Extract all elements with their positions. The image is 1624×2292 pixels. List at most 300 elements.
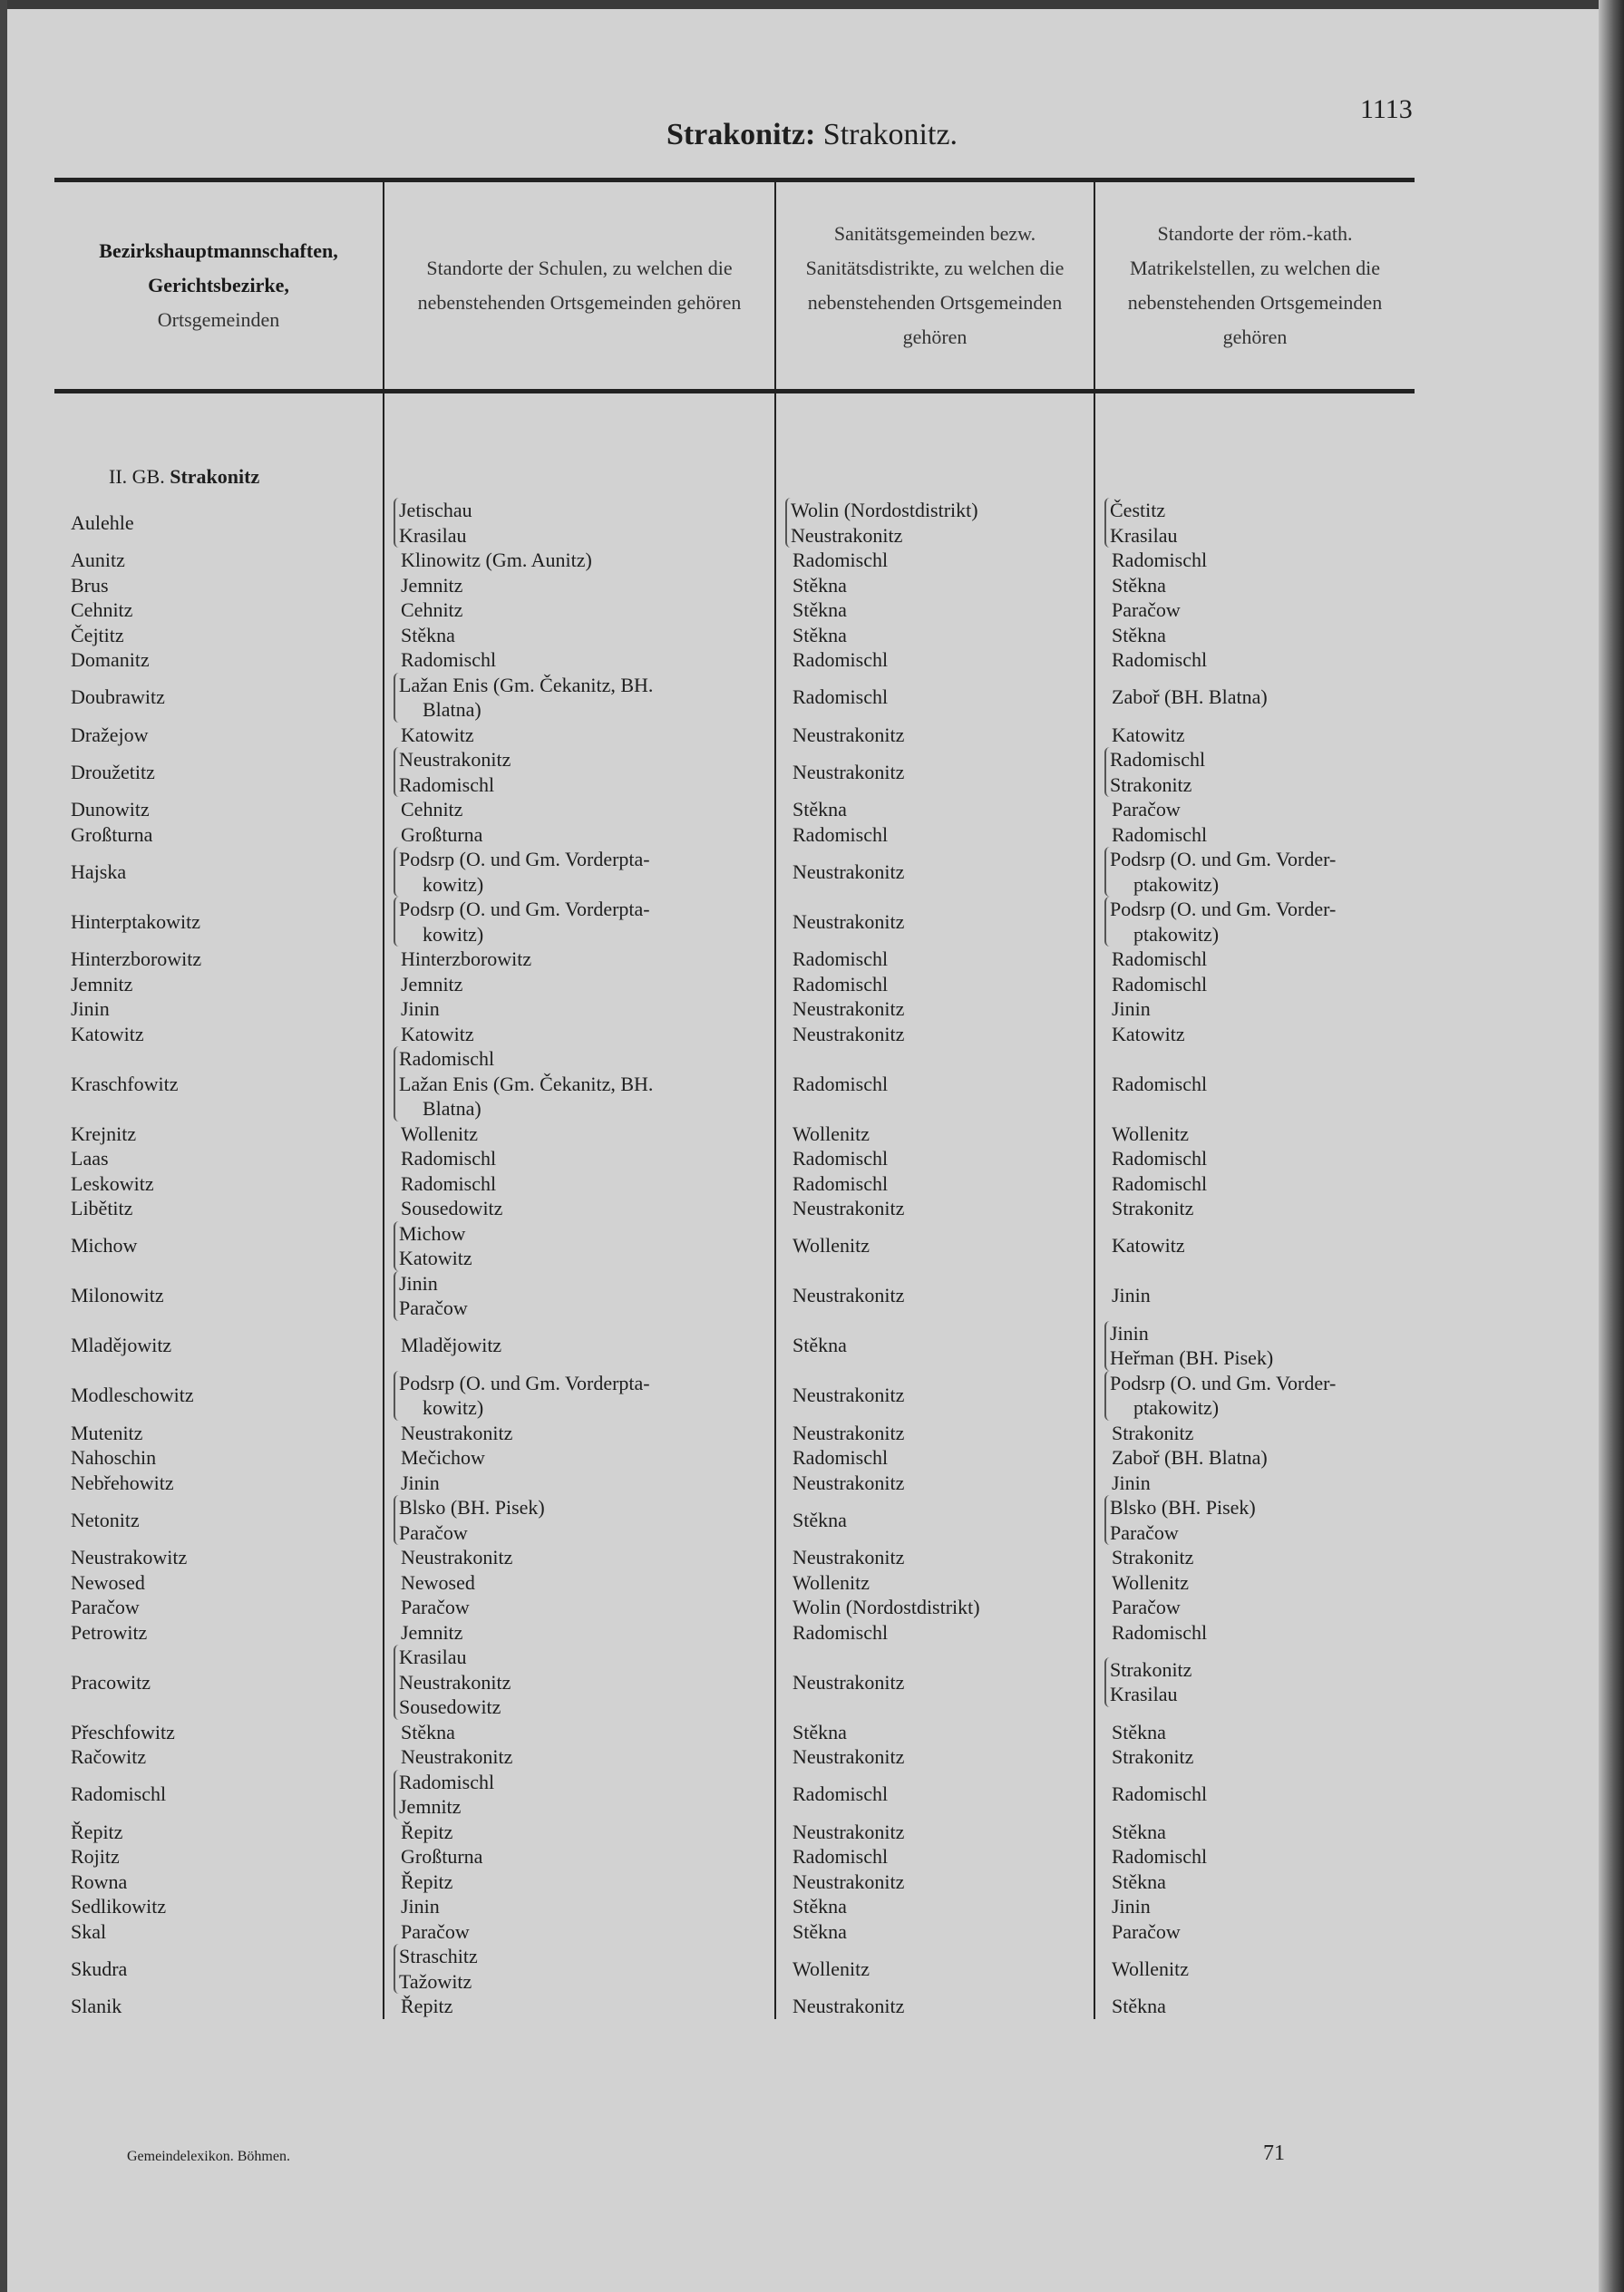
sanit-cell — [775, 1820, 1094, 1845]
matrikel-cell — [1094, 897, 1415, 947]
matrikel-entry: Podsrp (O. und Gm. Vorder- — [1110, 848, 1337, 870]
sanit-entry: Stěkna — [793, 1895, 847, 1918]
municipality-name: Račowitz — [54, 1744, 384, 1770]
scan-edge-right — [1599, 0, 1624, 2292]
municipality-name: Neustrakowitz — [54, 1545, 384, 1570]
school-entry: Sousedowitz — [399, 1695, 501, 1718]
matrikel-entry: Strakonitz — [1112, 1197, 1194, 1219]
table-row — [54, 623, 1415, 648]
sanit-entry: Stěkna — [793, 798, 847, 821]
sanit-lines — [793, 996, 904, 1022]
header-col1-line1: Bezirkshauptmannschaften, — [99, 239, 338, 262]
section-empty — [775, 392, 1094, 499]
matrikel-cell — [1094, 647, 1415, 673]
sanit-lines — [793, 1820, 904, 1845]
sanit-lines — [793, 1445, 888, 1471]
matrikel-cell — [1094, 972, 1415, 997]
school-entry: Radomischl — [401, 648, 497, 671]
school-entry: Großturna — [401, 1845, 483, 1868]
school-entry: kowitz) — [423, 922, 484, 946]
sanit-cell — [775, 1894, 1094, 1919]
matrikel-cell — [1094, 597, 1415, 623]
school-entry: Jemnitz — [401, 972, 463, 995]
table-row — [54, 673, 1415, 723]
matrikel-lines — [1112, 1471, 1151, 1496]
sanit-entry: Neustrakonitz — [793, 909, 905, 933]
school-entry: Radomischl — [399, 772, 495, 796]
school-lines — [401, 597, 462, 623]
school-lines — [401, 1870, 452, 1895]
matrikel-lines — [1112, 723, 1185, 748]
school-lines — [401, 972, 462, 997]
matrikel-cell — [1094, 1371, 1415, 1421]
matrikel-entry: Strakonitz — [1112, 1421, 1194, 1444]
school-cell — [384, 1870, 775, 1895]
matrikel-cell — [1094, 1870, 1415, 1895]
sanit-cell — [775, 797, 1094, 822]
sanit-lines — [793, 1670, 904, 1695]
matrikel-lines — [1112, 1820, 1166, 1845]
school-cell — [384, 597, 775, 623]
sanit-cell — [775, 1495, 1094, 1545]
sanit-entry: Neustrakonitz — [793, 1670, 905, 1694]
school-entry: Jinin — [401, 1471, 440, 1494]
sanit-lines — [793, 723, 904, 748]
sanit-lines — [793, 1072, 888, 1097]
school-lines — [401, 1545, 512, 1570]
matrikel-lines — [1112, 822, 1207, 848]
matrikel-entry: Paračow — [1110, 1520, 1179, 1544]
sanit-cell — [775, 1645, 1094, 1720]
sanit-cell — [775, 1421, 1094, 1446]
school-cell — [384, 573, 775, 598]
school-entry: Paračow — [399, 1297, 468, 1319]
school-lines — [401, 573, 462, 598]
school-entry: Stěkna — [401, 623, 455, 646]
municipality-name: Kraschfowitz — [54, 1046, 384, 1122]
school-lines — [394, 1221, 472, 1271]
sanit-lines — [793, 1570, 870, 1596]
matrikel-lines — [1104, 1495, 1256, 1545]
matrikel-entry: Jinin — [1112, 1284, 1151, 1307]
matrikel-cell — [1094, 1944, 1415, 1994]
table-row — [54, 847, 1415, 897]
sanit-cell — [775, 573, 1094, 598]
school-entry: Neustrakonitz — [401, 1421, 513, 1444]
matrikel-lines — [1112, 1072, 1207, 1097]
municipality-name: Mladějowitz — [54, 1321, 384, 1371]
matrikel-entry: Heřman (BH. Pisek) — [1110, 1346, 1274, 1369]
sanit-lines — [793, 1844, 888, 1870]
municipality-name: Modleschowitz — [54, 1371, 384, 1421]
school-lines — [394, 1271, 468, 1321]
section-empty — [384, 392, 775, 499]
school-cell — [384, 797, 775, 822]
school-cell — [384, 822, 775, 848]
section-name: Strakonitz — [170, 464, 260, 488]
matrikel-cell — [1094, 1321, 1415, 1371]
municipality-name: Skal — [54, 1919, 384, 1945]
school-entry: Blsko (BH. Pisek) — [399, 1496, 545, 1519]
table-row — [54, 1221, 1415, 1271]
table-row — [54, 947, 1415, 972]
table-row — [54, 1196, 1415, 1221]
matrikel-entry: Radomischl — [1112, 972, 1208, 995]
matrikel-entry: Paračow — [1112, 1919, 1181, 1943]
header-col1-line3: Ortsgemeinden — [157, 308, 280, 331]
table-row — [54, 1471, 1415, 1496]
table-row — [54, 1421, 1415, 1446]
school-lines — [401, 548, 592, 573]
matrikel-cell — [1094, 1595, 1415, 1620]
sanit-lines — [793, 548, 888, 573]
sanit-cell — [775, 972, 1094, 997]
municipality-name: Radomischl — [54, 1770, 384, 1820]
municipality-name: Newosed — [54, 1570, 384, 1596]
sanit-lines — [793, 1870, 904, 1895]
municipality-name: Přeschfowitz — [54, 1720, 384, 1745]
matrikel-entry: Radomischl — [1112, 1845, 1208, 1868]
matrikel-entry: Radomischl — [1112, 1782, 1208, 1806]
school-entry: Katowitz — [399, 1247, 472, 1269]
matrikel-cell — [1094, 747, 1415, 797]
municipality-name: Nahoschin — [54, 1445, 384, 1471]
sanit-entry: Neustrakonitz — [793, 760, 905, 783]
sanit-cell — [775, 1919, 1094, 1945]
school-entry: Paračow — [401, 1919, 470, 1943]
school-lines — [401, 947, 531, 972]
municipality-name: Milonowitz — [54, 1271, 384, 1321]
page-number: 1113 — [1360, 94, 1413, 124]
sanit-lines — [793, 1595, 980, 1620]
school-entry: Jemnitz — [401, 573, 463, 597]
school-cell — [384, 1944, 775, 1994]
table-row — [54, 548, 1415, 573]
matrikel-cell — [1094, 548, 1415, 573]
sanit-lines — [793, 947, 888, 972]
school-entry: Neustrakonitz — [399, 1670, 511, 1694]
matrikel-cell — [1094, 1445, 1415, 1471]
matrikel-entry: Strakonitz — [1110, 1657, 1192, 1681]
sanit-entry: Radomischl — [793, 648, 889, 671]
school-cell — [384, 1421, 775, 1446]
sanit-entry: Neustrakonitz — [793, 1546, 905, 1568]
municipality-name: Cehnitz — [54, 597, 384, 623]
sanit-entry: Wollenitz — [793, 1234, 870, 1258]
matrikel-lines — [1112, 1744, 1193, 1770]
sanit-lines — [793, 623, 847, 648]
school-entry: Michow — [399, 1221, 466, 1245]
sanit-cell — [775, 1445, 1094, 1471]
school-lines — [394, 498, 472, 548]
section-prefix: II. GB. — [109, 464, 165, 488]
school-entry: Mečichow — [401, 1446, 485, 1469]
school-cell — [384, 1046, 775, 1122]
sanit-lines — [793, 1508, 847, 1533]
municipality-name: Mutenitz — [54, 1421, 384, 1446]
sanit-entry: Neustrakonitz — [793, 723, 905, 746]
matrikel-cell — [1094, 1171, 1415, 1197]
sanit-entry: Radomischl — [793, 1446, 889, 1469]
school-entry: Krasilau — [399, 523, 467, 547]
table-row — [54, 1844, 1415, 1870]
sanit-entry: Neustrakonitz — [793, 1384, 905, 1407]
sanit-cell — [775, 1744, 1094, 1770]
school-entry: Neustrakonitz — [401, 1546, 513, 1568]
matrikel-lines — [1112, 1720, 1166, 1745]
school-lines — [401, 1022, 474, 1047]
school-cell — [384, 1570, 775, 1596]
sanit-entry: Stěkna — [793, 598, 847, 621]
sanit-cell — [775, 623, 1094, 648]
school-cell — [384, 847, 775, 897]
sanit-lines — [793, 860, 904, 885]
school-lines — [401, 1445, 485, 1471]
sanit-entry: Radomischl — [793, 1845, 889, 1868]
matrikel-lines — [1112, 1022, 1185, 1047]
matrikel-entry: Strakonitz — [1110, 772, 1192, 796]
sanit-cell — [775, 1870, 1094, 1895]
matrikel-lines — [1112, 1570, 1189, 1596]
school-lines — [401, 1919, 470, 1945]
table-row — [54, 1870, 1415, 1895]
matrikel-entry: Zaboř (BH. Blatna) — [1112, 1446, 1268, 1469]
school-lines — [394, 1495, 545, 1545]
school-cell — [384, 723, 775, 748]
school-cell — [384, 1146, 775, 1171]
sanit-lines — [793, 1196, 904, 1221]
school-entry: Neustrakonitz — [399, 748, 511, 771]
matrikel-cell — [1094, 947, 1415, 972]
matrikel-cell — [1094, 1471, 1415, 1496]
matrikel-lines — [1104, 897, 1336, 947]
matrikel-entry: Radomischl — [1110, 748, 1206, 771]
table-row — [54, 1570, 1415, 1596]
sanit-lines — [793, 1421, 904, 1446]
matrikel-lines — [1112, 548, 1207, 573]
matrikel-cell — [1094, 498, 1415, 548]
matrikel-entry: Krasilau — [1110, 1683, 1178, 1706]
school-cell — [384, 1844, 775, 1870]
school-lines — [401, 1146, 496, 1171]
matrikel-lines — [1112, 573, 1166, 598]
sanit-entry: Stěkna — [793, 623, 847, 646]
sanit-cell — [775, 747, 1094, 797]
matrikel-entry: ptakowitz) — [1133, 1396, 1220, 1419]
sanit-lines — [793, 1919, 847, 1945]
matrikel-lines — [1112, 1421, 1193, 1446]
sanit-entry: Neustrakonitz — [793, 1745, 905, 1768]
sanit-entry: Radomischl — [793, 549, 889, 571]
matrikel-entry: Zaboř (BH. Blatna) — [1112, 685, 1268, 709]
header-municipalities — [54, 182, 384, 392]
table-row — [54, 1371, 1415, 1421]
sanit-cell — [775, 498, 1094, 548]
matrikel-entry: Čestitz — [1110, 499, 1166, 521]
sanit-cell — [775, 1196, 1094, 1221]
matrikel-entry: Strakonitz — [1112, 1546, 1194, 1568]
school-cell — [384, 1720, 775, 1745]
school-lines — [401, 723, 474, 748]
matrikel-lines — [1112, 1782, 1207, 1807]
municipality-name: Libětitz — [54, 1196, 384, 1221]
school-lines — [401, 1595, 470, 1620]
school-entry: Jemnitz — [401, 1620, 463, 1644]
matrikel-cell — [1094, 1146, 1415, 1171]
table-row — [54, 597, 1415, 623]
sanit-lines — [793, 1620, 888, 1646]
matrikel-lines — [1112, 1283, 1151, 1308]
table-row — [54, 1944, 1415, 1994]
sanit-entry: Stěkna — [793, 1919, 847, 1943]
municipality-name: Hinterzborowitz — [54, 947, 384, 972]
municipality-name: Paračow — [54, 1595, 384, 1620]
table-row — [54, 498, 1415, 548]
sanit-lines — [793, 1545, 904, 1570]
table-row — [54, 647, 1415, 673]
sanit-lines — [793, 1122, 870, 1147]
sanit-entry: Wollenitz — [793, 1570, 870, 1594]
school-lines — [401, 1744, 512, 1770]
table-row — [54, 1022, 1415, 1047]
sanit-entry: Radomischl — [793, 1782, 889, 1806]
matrikel-cell — [1094, 1770, 1415, 1820]
matrikel-entry: ptakowitz) — [1133, 872, 1220, 896]
school-cell — [384, 1495, 775, 1545]
table-row — [54, 1321, 1415, 1371]
school-entry: Řepitz — [401, 1995, 453, 2017]
matrikel-entry: Stěkna — [1112, 1995, 1166, 2017]
school-cell — [384, 1122, 775, 1147]
sanit-cell — [775, 1471, 1094, 1496]
school-lines — [401, 1720, 455, 1745]
table-row — [54, 1495, 1415, 1545]
school-lines — [401, 1994, 452, 2019]
sanit-lines — [793, 1022, 904, 1047]
sanit-entry: Radomischl — [793, 1620, 889, 1644]
sanit-lines — [793, 909, 904, 935]
municipality-name: Aulehle — [54, 498, 384, 548]
sanit-entry: Stěkna — [793, 1334, 847, 1357]
school-cell — [384, 1820, 775, 1845]
sanit-entry: Wolin (Nordostdistrikt) — [793, 1596, 980, 1618]
school-lines — [394, 673, 653, 723]
matrikel-cell — [1094, 1620, 1415, 1646]
school-lines — [401, 1122, 478, 1147]
municipality-name: Jemnitz — [54, 972, 384, 997]
sanit-entry: Stěkna — [793, 1508, 847, 1531]
municipality-name: Leskowitz — [54, 1171, 384, 1197]
matrikel-lines — [1112, 1957, 1189, 1982]
matrikel-entry: Katowitz — [1112, 1234, 1185, 1258]
table-row — [54, 573, 1415, 598]
municipality-name: Doubrawitz — [54, 673, 384, 723]
matrikel-lines — [1112, 1844, 1207, 1870]
section-row — [54, 392, 1415, 499]
sanit-entry: Neustrakonitz — [793, 997, 905, 1020]
sanit-cell — [775, 1321, 1094, 1371]
matrikel-lines — [1104, 498, 1178, 548]
school-entry: Řepitz — [401, 1820, 453, 1843]
municipality-name: Laas — [54, 1146, 384, 1171]
matrikel-cell — [1094, 996, 1415, 1022]
matrikel-cell — [1094, 673, 1415, 723]
sanit-cell — [775, 723, 1094, 748]
school-entry: Cehnitz — [401, 798, 463, 821]
sanit-cell — [775, 897, 1094, 947]
table-row — [54, 723, 1415, 748]
sanit-cell — [775, 1271, 1094, 1321]
matrikel-lines — [1112, 1445, 1268, 1471]
table-row — [54, 747, 1415, 797]
sanit-lines — [793, 597, 847, 623]
matrikel-entry: Paračow — [1112, 798, 1181, 821]
matrikel-entry: ptakowitz) — [1133, 922, 1220, 946]
matrikel-cell — [1094, 1271, 1415, 1321]
matrikel-lines — [1112, 797, 1181, 822]
header-col1-line2: Gerichtsbezirke, — [148, 274, 289, 296]
sanit-cell — [775, 1545, 1094, 1570]
school-entry: Straschitz — [399, 1945, 478, 1967]
matrikel-cell — [1094, 1545, 1415, 1570]
sanit-lines — [793, 1233, 870, 1258]
matrikel-cell — [1094, 1645, 1415, 1720]
matrikel-cell — [1094, 1046, 1415, 1122]
matrikel-lines — [1112, 1545, 1193, 1570]
footer-page-number: 71 — [1263, 2141, 1285, 2165]
school-entry: kowitz) — [423, 1396, 484, 1419]
sanit-cell — [775, 1146, 1094, 1171]
table-row — [54, 1820, 1415, 1845]
school-entry: Mladějowitz — [401, 1334, 502, 1357]
school-entry: Katowitz — [401, 723, 474, 746]
school-entry: Paračow — [401, 1596, 470, 1618]
matrikel-entry: Katowitz — [1112, 723, 1185, 746]
municipality-name: Rojitz — [54, 1844, 384, 1870]
matrikel-entry: Radomischl — [1112, 549, 1208, 571]
sanit-cell — [775, 1620, 1094, 1646]
school-cell — [384, 747, 775, 797]
school-entry: Podsrp (O. und Gm. Vorderpta- — [399, 898, 650, 920]
school-entry: Jinin — [399, 1271, 438, 1295]
matrikel-entry: Wollenitz — [1112, 1570, 1189, 1594]
matrikel-lines — [1112, 1171, 1207, 1197]
matrikel-entry: Strakonitz — [1112, 1745, 1194, 1768]
school-cell — [384, 548, 775, 573]
sanit-cell — [775, 1221, 1094, 1271]
section-empty — [1094, 392, 1415, 499]
matrikel-entry: Radomischl — [1112, 1171, 1208, 1195]
sanit-lines — [793, 1994, 904, 2019]
school-cell — [384, 1894, 775, 1919]
matrikel-lines — [1112, 996, 1151, 1022]
matrikel-entry: Radomischl — [1112, 1072, 1208, 1095]
school-entry: Hinterzborowitz — [401, 947, 532, 970]
header-schools: Standorte der Schulen, zu welchen die nebenstehenden Ortsgemeinden gehören — [384, 182, 775, 392]
school-lines — [401, 1171, 496, 1197]
school-cell — [384, 972, 775, 997]
scan-edge-top — [0, 0, 1624, 9]
school-cell — [384, 1022, 775, 1047]
municipality-name: Katowitz — [54, 1022, 384, 1047]
sanit-cell — [775, 1371, 1094, 1421]
matrikel-lines — [1104, 747, 1205, 797]
school-cell — [384, 1271, 775, 1321]
matrikel-lines — [1112, 623, 1166, 648]
matrikel-entry: Jinin — [1112, 997, 1151, 1020]
matrikel-lines — [1112, 947, 1207, 972]
matrikel-cell — [1094, 1919, 1415, 1945]
